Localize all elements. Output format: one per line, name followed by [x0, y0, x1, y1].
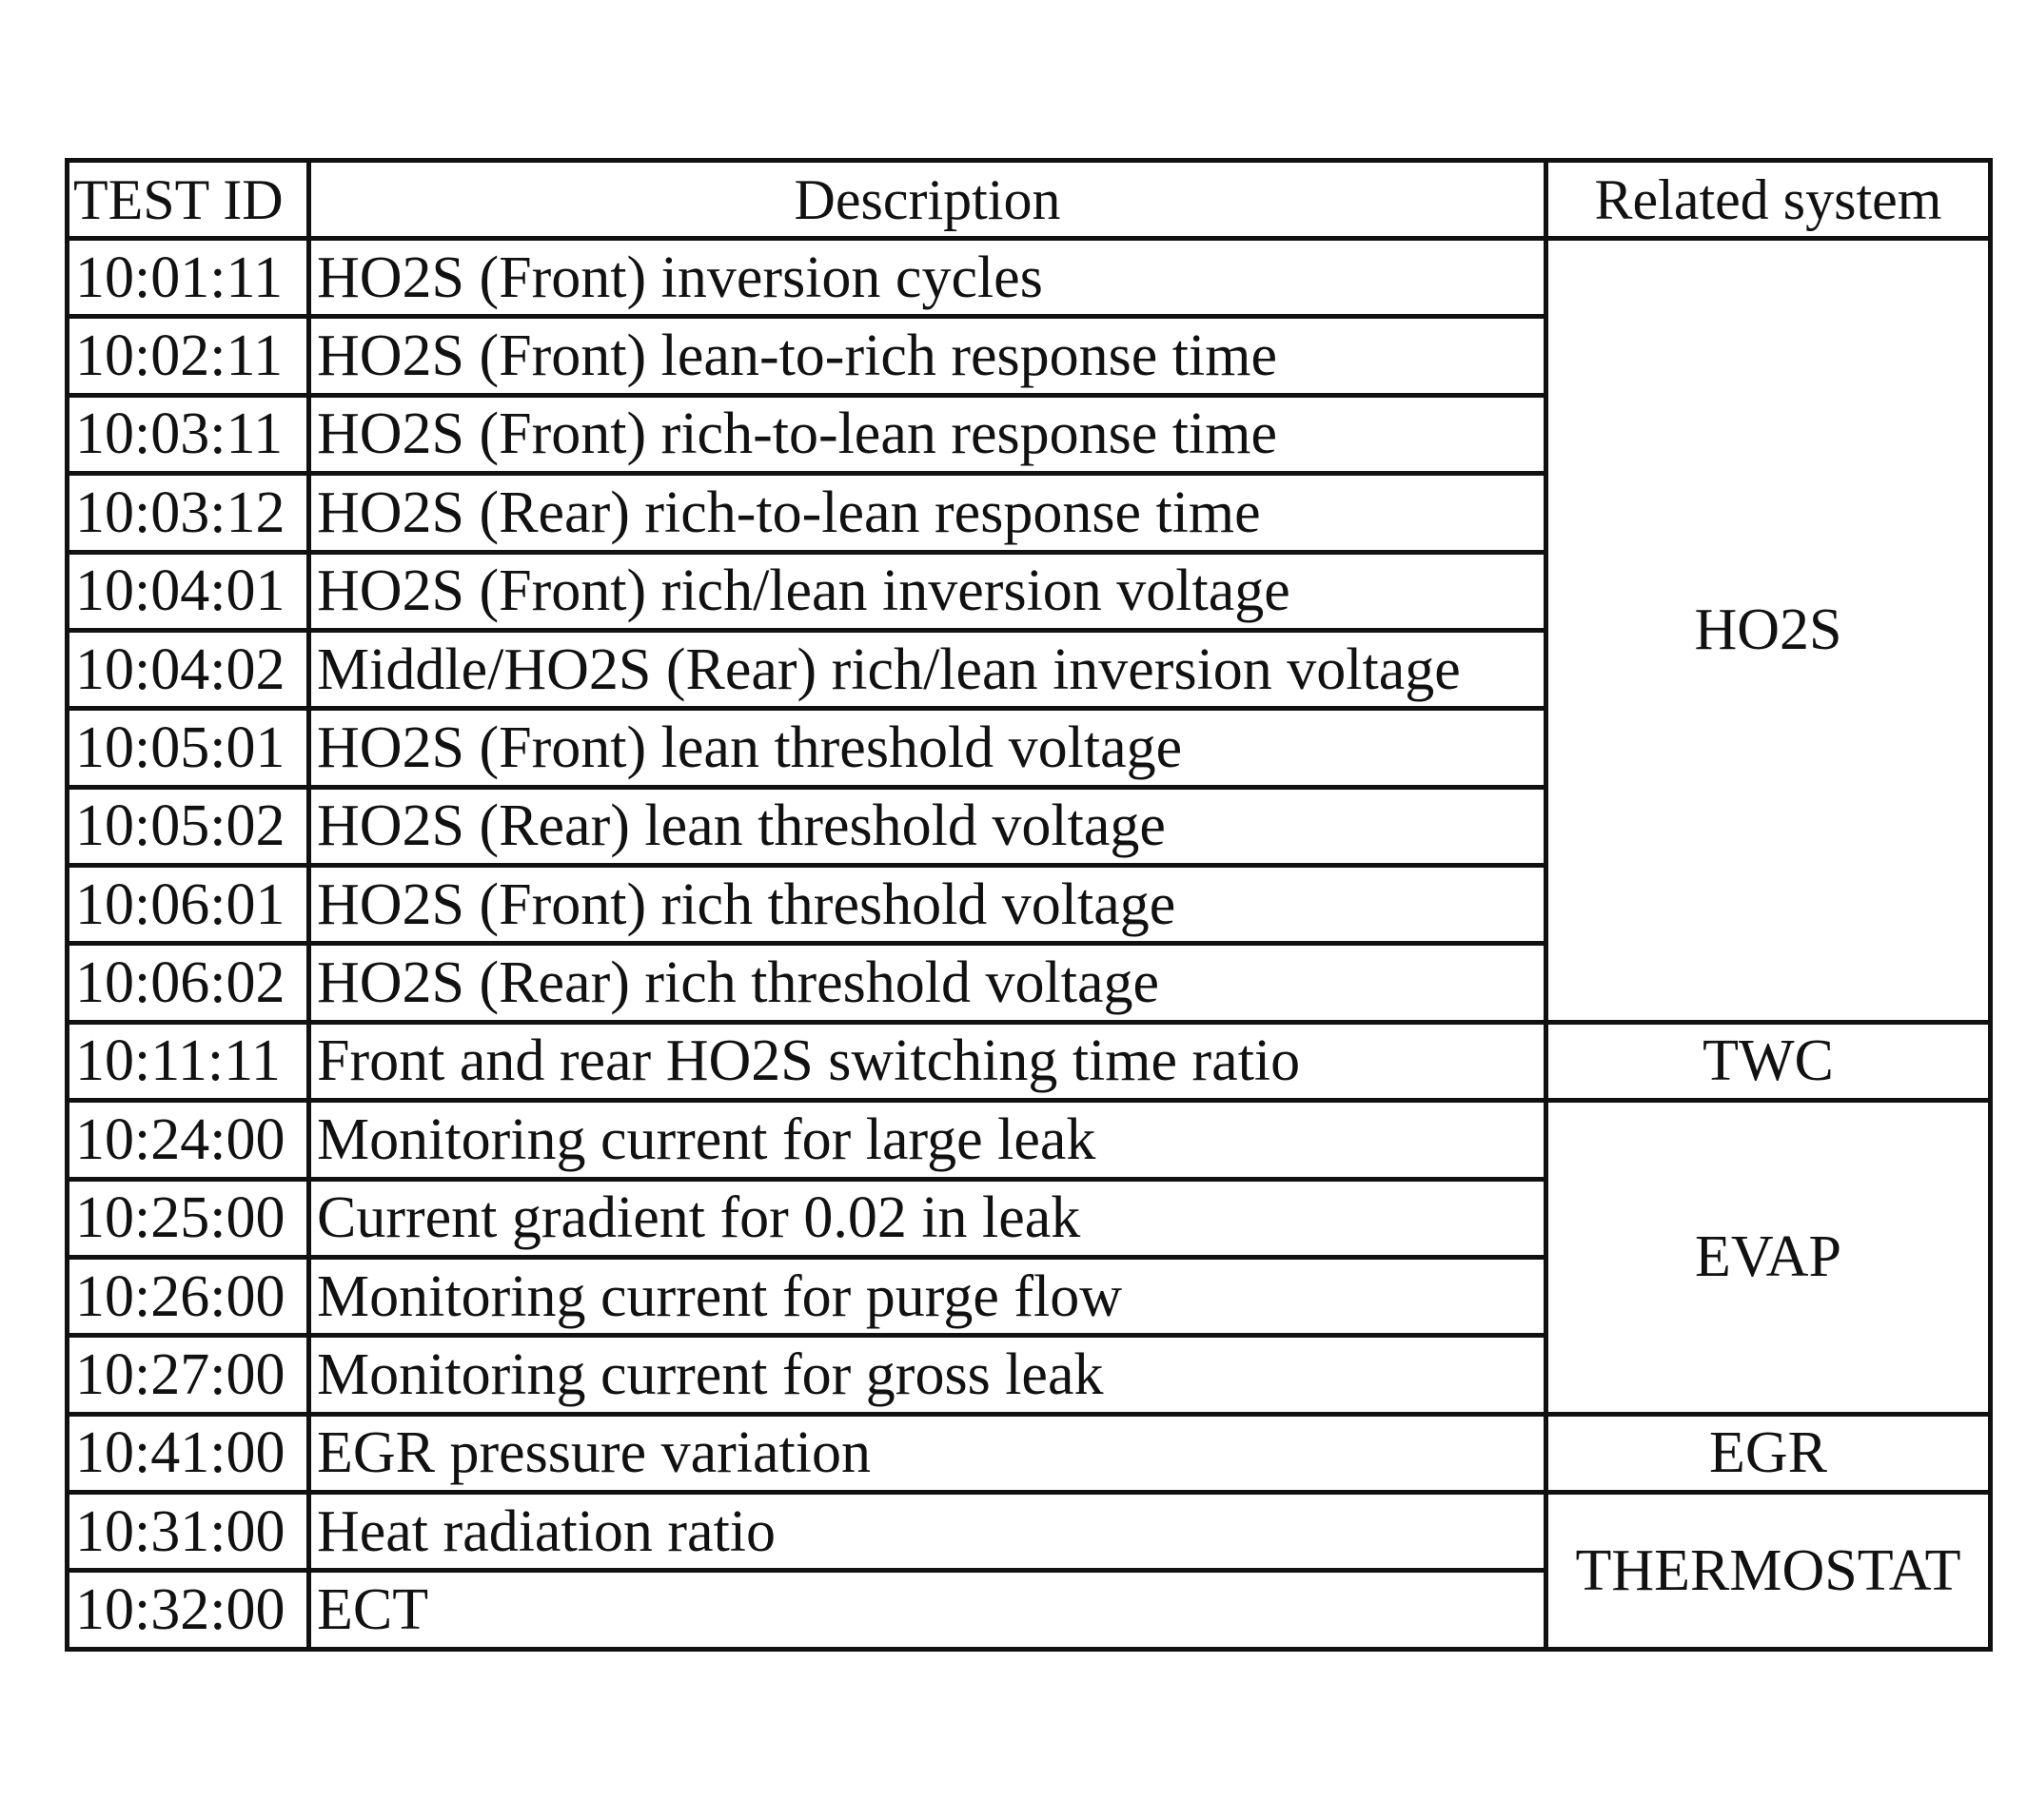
- test-id-cell: 10:31:00: [68, 1493, 309, 1571]
- description-cell: Middle/HO2S (Rear) rich/lean inversion voltage: [309, 630, 1546, 708]
- test-id-cell: 10:11:11: [68, 1022, 309, 1100]
- test-id-cell: 10:04:02: [68, 630, 309, 708]
- related-system-cell: EVAP: [1546, 1101, 1991, 1415]
- description-cell: HO2S (Front) rich-to-lean response time: [309, 395, 1546, 473]
- test-id-cell: 10:04:01: [68, 552, 309, 630]
- test-id-cell: 10:27:00: [68, 1336, 309, 1414]
- test-id-cell: 10:05:01: [68, 709, 309, 787]
- test-id-cell: 10:05:02: [68, 787, 309, 865]
- description-cell: ECT: [309, 1571, 1546, 1650]
- description-cell: Monitoring current for purge flow: [309, 1257, 1546, 1335]
- description-cell: HO2S (Front) lean threshold voltage: [309, 709, 1546, 787]
- description-cell: HO2S (Rear) rich-to-lean response time: [309, 474, 1546, 552]
- test-id-cell: 10:24:00: [68, 1101, 309, 1179]
- table-row: [68, 1493, 1991, 1571]
- test-id-cell: 10:01:11: [68, 239, 309, 317]
- header-description: Description: [309, 161, 1546, 239]
- description-cell: HO2S (Front) inversion cycles: [309, 239, 1546, 317]
- related-system-cell: TWC: [1546, 1022, 1991, 1100]
- description-cell: Monitoring current for gross leak: [309, 1336, 1546, 1414]
- table-row: [68, 1414, 1991, 1492]
- header-row: [68, 161, 1991, 239]
- test-id-cell: 10:03:11: [68, 395, 309, 473]
- header-related-system: Related system: [1546, 161, 1991, 239]
- test-id-cell: 10:06:02: [68, 944, 309, 1022]
- description-cell: Monitoring current for large leak: [309, 1101, 1546, 1179]
- related-system-cell: EGR: [1546, 1414, 1991, 1492]
- table-row: [68, 1101, 1991, 1179]
- test-id-cell: 10:02:11: [68, 317, 309, 395]
- description-cell: Heat radiation ratio: [309, 1493, 1546, 1571]
- description-cell: HO2S (Front) rich threshold voltage: [309, 866, 1546, 944]
- description-cell: HO2S (Front) rich/lean inversion voltage: [309, 552, 1546, 630]
- test-id-cell: 10:25:00: [68, 1179, 309, 1257]
- description-cell: Current gradient for 0.02 in leak: [309, 1179, 1546, 1257]
- related-system-cell: HO2S: [1546, 239, 1991, 1023]
- description-cell: Front and rear HO2S switching time ratio: [309, 1022, 1546, 1100]
- test-id-cell: 10:32:00: [68, 1571, 309, 1650]
- table-container: [65, 158, 1988, 1652]
- description-cell: HO2S (Rear) rich threshold voltage: [309, 944, 1546, 1022]
- description-cell: HO2S (Rear) lean threshold voltage: [309, 787, 1546, 865]
- related-system-cell: THERMOSTAT: [1546, 1493, 1991, 1650]
- test-id-table: [65, 158, 1993, 1652]
- test-id-cell: 10:41:00: [68, 1414, 309, 1492]
- description-cell: EGR pressure variation: [309, 1414, 1546, 1492]
- description-cell: HO2S (Front) lean-to-rich response time: [309, 317, 1546, 395]
- header-test-id: TEST ID: [68, 161, 309, 239]
- test-id-cell: 10:26:00: [68, 1257, 309, 1335]
- table-row: [68, 239, 1991, 317]
- test-id-cell: 10:06:01: [68, 866, 309, 944]
- test-id-cell: 10:03:12: [68, 474, 309, 552]
- table-row: [68, 1022, 1991, 1100]
